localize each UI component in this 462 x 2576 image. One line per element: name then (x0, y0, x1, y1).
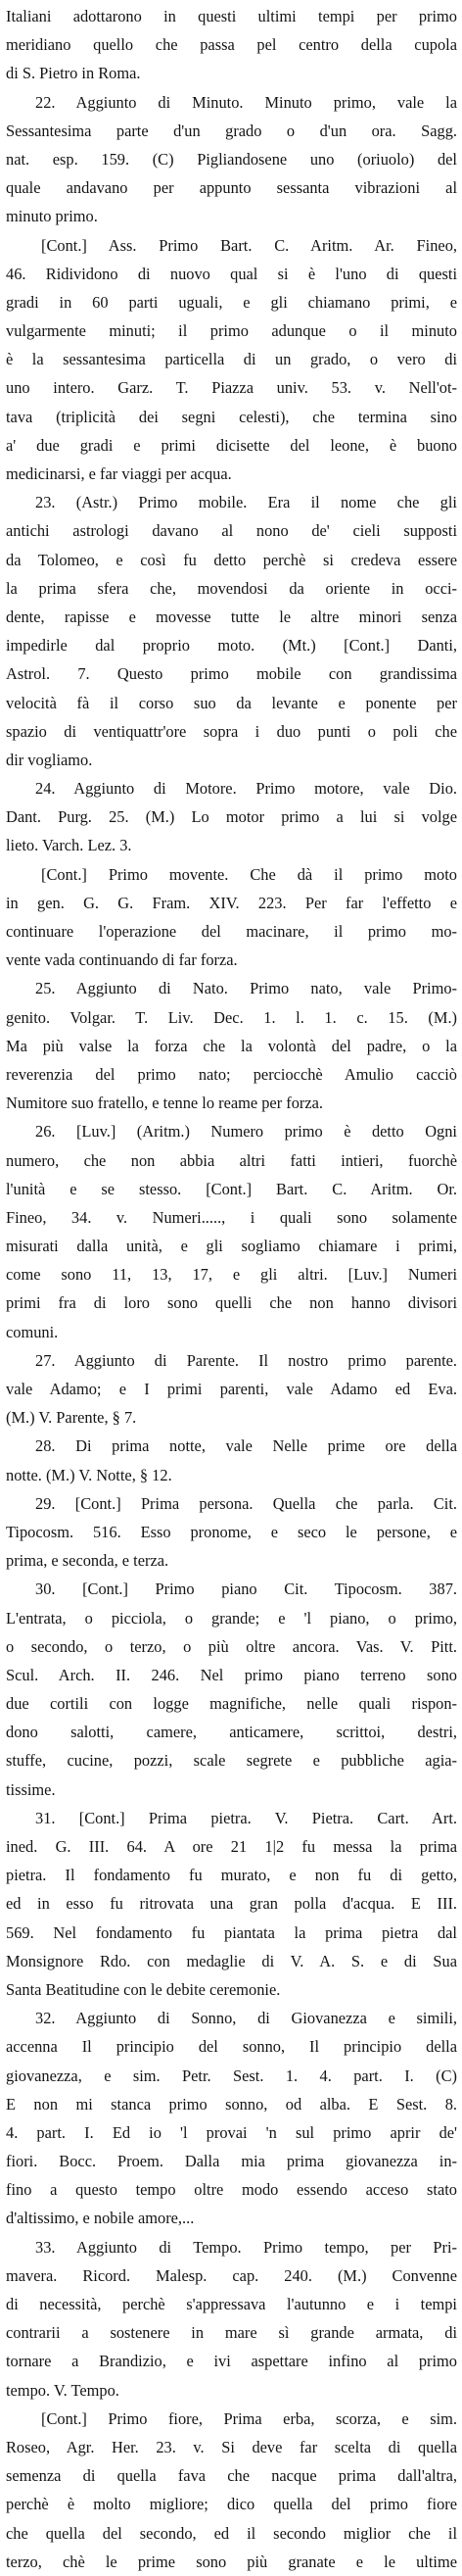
text-line: prima, e seconda, e terza. (6, 1551, 169, 1571)
text-line: Sessantesima parte d'un grado o d'un ora. Sagg. (6, 121, 457, 140)
text-line: numero, che non abbia altri fatti intieri, fuorchè (6, 1150, 457, 1170)
text-line: 28. Di prima notte, vale Nelle prime ore della (35, 1436, 457, 1456)
text-line: come sono 11, 13, 17, e gli altri. [Luv.] Numeri (6, 1265, 457, 1285)
text-line: meridiano quello che passa pel centro della cupola (6, 35, 457, 55)
text-line: 25. Aggiunto di Nato. Primo nato, vale Primo- (35, 979, 457, 998)
text-line: reverenzia del primo nato; perciocchè Amulio cacciò (6, 1064, 457, 1084)
text-line: Ma più valse la forza che la volontà del padre, o la (6, 1036, 457, 1055)
text-line: gradi in 60 parti uguali, e gli chiamano primi, e (6, 292, 457, 312)
text-line: fiori. Bocc. Proem. Dalla mia prima giovanezza in- (6, 2152, 457, 2171)
text-line: stuffe, cucine, pozzi, scale segrete e pubbliche agia- (6, 1751, 457, 1771)
text-line: o secondo, o terzo, o più oltre ancora. Vas. V. Pitt. (6, 1636, 457, 1656)
text-line: vente vada continuando di far forza. (6, 950, 238, 970)
text-line: Tipocosm. 516. Esso pronome, e seco le persone, e (6, 1522, 457, 1541)
text-line: E non mi stanca primo sonno, od alba. E Sest. 8. (6, 2094, 457, 2114)
text-line: pietra. Il fondamento fu murato, e non fu di getto, (6, 1866, 457, 1885)
text-line: genito. Volgar. T. Liv. Dec. 1. l. 1. c. 15. (M.) (6, 1007, 457, 1027)
text-line: perchè è molto migliore; dico quella del primo fiore (6, 2495, 457, 2514)
text-line: 24. Aggiunto di Motore. Primo motore, vale Dio. (35, 779, 457, 799)
text-line: fino a questo tempo oltre modo essendo acceso stato (6, 2180, 457, 2200)
text-line: comuni. (6, 1322, 59, 1341)
text-line: impedirle dal proprio moto. (Mt.) [Cont.] Danti, (6, 636, 457, 656)
text-line: nat. esp. 159. (C) Pigliandosene uno (oriuolo) del (6, 149, 457, 169)
text-line: che quella del secondo, ed il secondo miglior che il (6, 2523, 457, 2543)
text-line: giovanezza, e sim. Petr. Sest. 1. 4. part. I. (C) (6, 2066, 457, 2085)
text-line: 26. [Luv.] (Aritm.) Numero primo è detto Ogni (35, 1122, 457, 1142)
text-line: Santa Beatitudine con le debite ceremonie. (6, 1979, 281, 1999)
text-line: dente, rapisse e movesse tutte le altre minori senza (6, 607, 457, 626)
text-line: 33. Aggiunto di Tempo. Primo tempo, per Pri- (35, 2237, 457, 2257)
text-line: medicinarsi, e far viaggi per acqua. (6, 464, 232, 483)
text-line: 569. Nel fondamento fu piantata la prima pietra dal (6, 1922, 457, 1942)
text-line: Dant. Purg. 25. (M.) Lo motor primo a lui si volge (6, 807, 457, 827)
text-line: minuto primo. (6, 207, 98, 226)
text-line: ed in esso fu ritrovata una gran polla d'acqua. E III. (6, 1894, 457, 1914)
text-line: Numitore suo fratello, e tenne lo reame per forza. (6, 1094, 324, 1113)
text-line: 29. [Cont.] Prima persona. Quella che parla. Cit. (35, 1493, 457, 1513)
text-line: antichi astrologi davano al nono de' cieli supposti (6, 521, 457, 541)
text-line: vulgarmente minuti; il primo adunque o il minuto (6, 321, 457, 341)
text-line: [Cont.] Primo movente. Che dà il primo moto (41, 864, 457, 884)
text-line: ined. G. III. 64. A ore 21 1|2 fu messa la prima (6, 1837, 457, 1856)
text-line: 4. part. I. Ed io 'l provai 'n sul primo aprir de' (6, 2122, 457, 2142)
text-line: accenna Il principio del sonno, Il principio della (6, 2037, 457, 2057)
text-line: la prima sfera che, movendosi da oriente in occi- (6, 578, 457, 598)
text-line: notte. (M.) V. Notte, § 12. (6, 1465, 172, 1484)
text-line: 27. Aggiunto di Parente. Il nostro primo parente. (35, 1350, 457, 1370)
text-line: mavera. Ricord. Malesp. cap. 240. (M.) Convenne (6, 2265, 457, 2285)
text-line: Roseo, Agr. Her. 23. v. Si deve far scelta di quella (6, 2437, 457, 2456)
text-line: Fineo, 34. v. Numeri....., i quali sono solamente (6, 1207, 457, 1227)
dictionary-page (6, 2, 457, 2576)
text-line: Monsignore Rdo. con medaglie di V. A. S. e di Sua (6, 1951, 457, 1970)
text-line: velocità fà il corso suo da levante e ponente per (6, 693, 457, 712)
text-line: continuare l'operazione del macinare, il primo mo- (6, 922, 457, 941)
text-line: Italiani adottarono in questi ultimi tempi per primo (6, 7, 457, 25)
text-line: di S. Pietro in Roma. (6, 64, 141, 83)
text-line: 30. [Cont.] Primo piano Cit. Tipocosm. 387. (35, 1580, 457, 1599)
text-line: è la sessantesima particella di un grado, o vero di (6, 350, 457, 369)
text-line: due cortili con logge magnifiche, nelle quali rispon- (6, 1694, 457, 1714)
text-line: a' due gradi e primi dicisette del leone, è buono (6, 435, 457, 455)
text-line: terzo, chè le prime sono più granate e le ultime (6, 2552, 457, 2571)
text-line: semenza di quella fava che nacque prima dall'altra, (6, 2466, 457, 2486)
text-line: Scul. Arch. II. 246. Nel primo piano terreno sono (6, 1665, 457, 1684)
text-line: tempo. V. Tempo. (6, 2380, 119, 2400)
text-line: Astrol. 7. Questo primo mobile con grandissima (6, 664, 457, 684)
text-line: di necessità, perchè s'appressava l'autunno e i tempi (6, 2295, 457, 2313)
text-line: d'altissimo, e nobile amore,... (6, 2209, 195, 2228)
text-line: primi fra di loro sono quelli che non hanno divisori (6, 1293, 457, 1313)
text-line: [Cont.] Primo fiore, Prima erba, scorza, e sim. (41, 2408, 457, 2428)
text-line: in gen. G. G. Fram. XIV. 223. Per far l'effetto e (6, 893, 457, 912)
text-line: contrarii a sostenere in mare sì grande armata, di (6, 2323, 457, 2343)
text-line: misurati dalla unità, e gli sogliamo chiamare i primi, (6, 1237, 457, 1256)
text-line: 23. (Astr.) Primo mobile. Era il nome che gli (35, 493, 457, 512)
text-line: lieto. Varch. Lez. 3. (6, 836, 132, 855)
text-line: l'unità e se stesso. [Cont.] Bart. C. Aritm. Or. (6, 1179, 457, 1198)
text-line: da Tolomeo, e così fu detto perchè si credeva essere (6, 550, 457, 569)
text-line: 46. Ridividono di nuovo qual si è l'uno di questi (6, 264, 457, 283)
text-line: 32. Aggiunto di Sonno, di Giovanezza e simili, (35, 2009, 457, 2028)
text-line: tornare a Brandizio, e ivi aspettare infino al primo (6, 2352, 457, 2371)
text-line: (M.) V. Parente, § 7. (6, 1408, 137, 1428)
text-line: [Cont.] Ass. Primo Bart. C. Aritm. Ar. Fineo, (41, 235, 457, 255)
text-line: L'entrata, o picciola, o grande; e 'l piano, o primo, (6, 1608, 457, 1628)
text-line: tissime. (6, 1779, 56, 1799)
text-line: 31. [Cont.] Prima pietra. V. Pietra. Cart. Art. (35, 1808, 457, 1827)
text-line: 22. Aggiunto di Minuto. Minuto primo, vale la (35, 92, 457, 112)
text-line: spazio di ventiquattr'ore sopra i duo punti o poli che (6, 721, 457, 741)
text-line: dono salotti, camere, anticamere, scrittoi, destri, (6, 1723, 457, 1742)
text-line: vale Adamo; e I primi parenti, vale Adamo ed Eva. (6, 1380, 457, 1398)
text-line: tava (triplicità dei segni celesti), che termina sino (6, 407, 457, 426)
text-line: uno intero. Garz. T. Piazza univ. 53. v. Nell'ot- (6, 378, 457, 398)
text-line: dir vogliamo. (6, 750, 93, 769)
text-line: quale andavano per appunto sessanta vibrazioni al (6, 178, 457, 198)
